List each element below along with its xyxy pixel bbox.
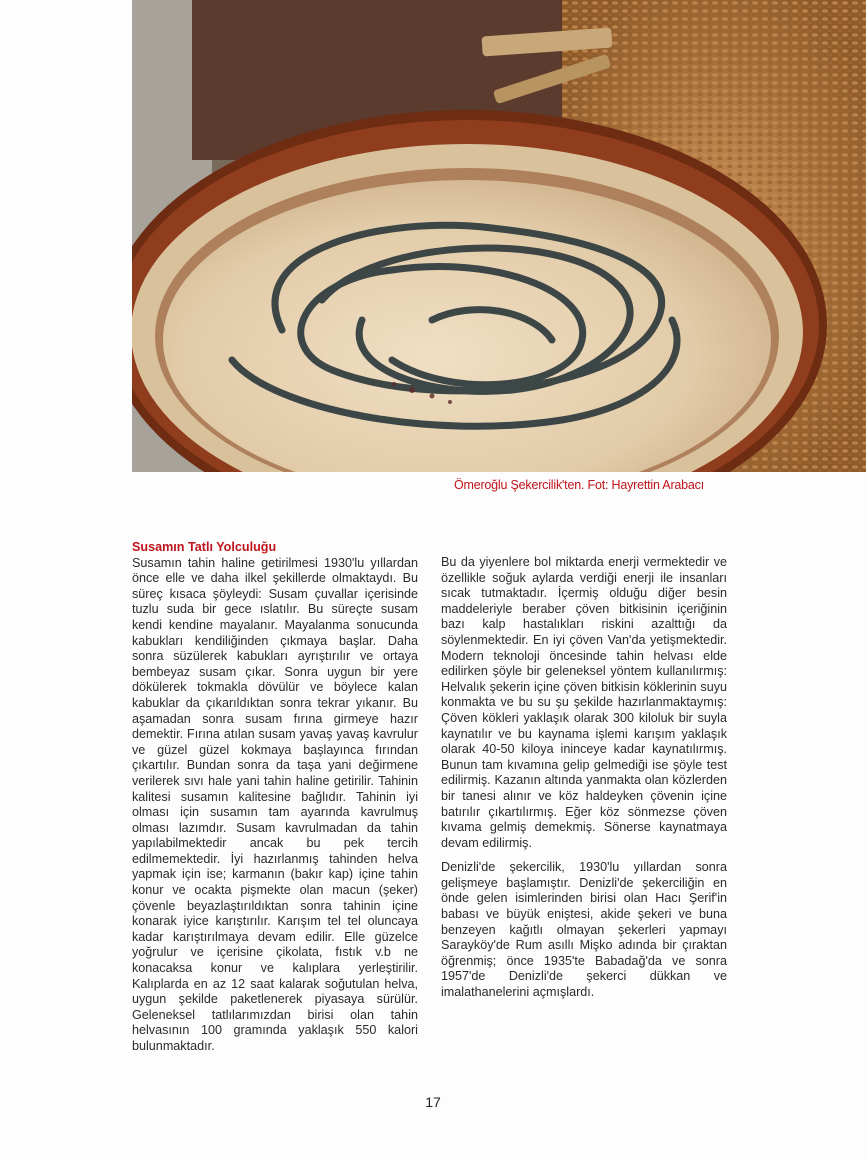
helva-plate-photo	[132, 0, 866, 472]
article-column-right	[441, 555, 727, 1001]
article-paragraph: Susamın tahin haline getirilmesi 1930'lu yıllardan önce elle ve daha ilkel şekillerde olmaktaydı. Bu süreç kısaca şöyleydi: Susam çuvallar içerisinde tuzlu suda bir gece ıslatılır. Bu süreçte susam kendi kendine mayalanır. Mayalanma sonucunda kabukları kendiliğinden çıkmaya başlar. Daha sonra süzülerek kabukları ayrıştırılır ve ortaya bembeyaz susam çıkar. Sonra uygun bir yere dökülerek tokmakla dövülür ve böylece kalan kabuklar da çıkarıldıktan sonra tekrar yıkanır. Bu aşamadan sonra susam fırına girmeye hazır demektir. Fırına atılan susam yavaş yavaş kavrulur ve güzel güzel kokmaya başlayınca fırından çıkartılır. Bundan sonra da taşa yani değirmene verilerek sıvı hale yani tahin haline getirilir. Tahinin kalitesi susamın kalitesine bağlıdır. Tahinin iyi olması için susamın tam ayarında kavrulmuş olması lazımdır. Susam kavrulmadan da tahin yapılabilmektedir ancak bu pek tercih edilmemektedir. İyi hazırlanmış tahinden helva yapmak için ise; karmanın (bakır kap) içine tahin konur ve ocakta pişmekte olan macun (şeker) çövenle beyazlaştırıldıktan sonra tahinin içine konarak iyice karıştırılır. Karışım tel tel oluncaya kadar karıştırılmaya devam edilir. Elle güzelce yoğrulur ve içerisine çikolata, fıstık v.b ne konacaksa konur ve kalıplara yerleştirilir. Kalıplarda en az 12 saat kalarak soğutulan helva, uygun şekilde paketlenerek piyasaya sürülür. Geleneksel tatlılarımızdan birisi olan tahin helvasının 100 gramında yaklaşık 550 kalori bulunmaktadır.	[132, 555, 418, 1053]
article-heading: Susamın Tatlı Yolculuğu	[132, 540, 277, 554]
article-paragraph: Bu da yiyenlere bol miktarda enerji vermektedir ve özellikle soğuk aylarda verdiği enerji ile insanları sıcak tutmaktadır. İçermiş olduğu diğer besin maddeleriyle beraber çöven bitkisinin içeriğinin bazı kalp hastalıkları riskini azalttığı da söylenmektedir. En iyi çöven Van'da yetişmektedir. Modern teknoloji öncesinde tahin helvası elde edilirken şöyle bir geleneksel yöntem kullanılırmış: Helvalık şekerin içine çöven bitkisin köklerinin suyu konmakta ve bu su şu şekilde hazırlanmaktaymış: Çöven kökleri yaklaşık olarak 300 kiloluk bir suyla kaynatılır ve bu kaynama işlemi karışım yaklaşık olarak 40-50 kiloya ininceye kadar kaynatılırmış. Bunun tam kıvamına gelip gelmediği ise şöyle test edilirmiş. Kazanın altında yanmakta olan közlerden bir tanesi alınır ve köz haldeyken çövenin içine batırılır çıkartılırmış. Eğer köz sönmezse çöven kıvama gelmiş demekmiş. Sönerse kaynatmaya devam edilirmiş.	[441, 555, 727, 850]
article-paragraph: Denizli'de şekercilik, 1930'lu yıllardan sonra gelişmeye başlamıştır. Denizli'de şekerciliğin en önde gelen isimlerinden birisi olan Hacı Şerif'in babası ve büyük eniştesi, akide şekeri ve buna benzeyen kağıtlı olmayan şekerleri yapmayı Sarayköy'de Rum asıllı Mişko adında bir çıraktan öğrenmiş; önce 1935'te Babadağ'da ve sonra 1957'de Denizli'de şekerci dükkan ve imalathanelerini açmışlardı.	[441, 860, 727, 1000]
photo-caption: Ömeroğlu Şekercilik'ten. Fot: Hayrettin Arabacı	[453, 478, 704, 492]
article-column-left	[132, 540, 418, 1055]
page-number: 17	[425, 1094, 441, 1110]
photo-illustration	[132, 0, 866, 472]
